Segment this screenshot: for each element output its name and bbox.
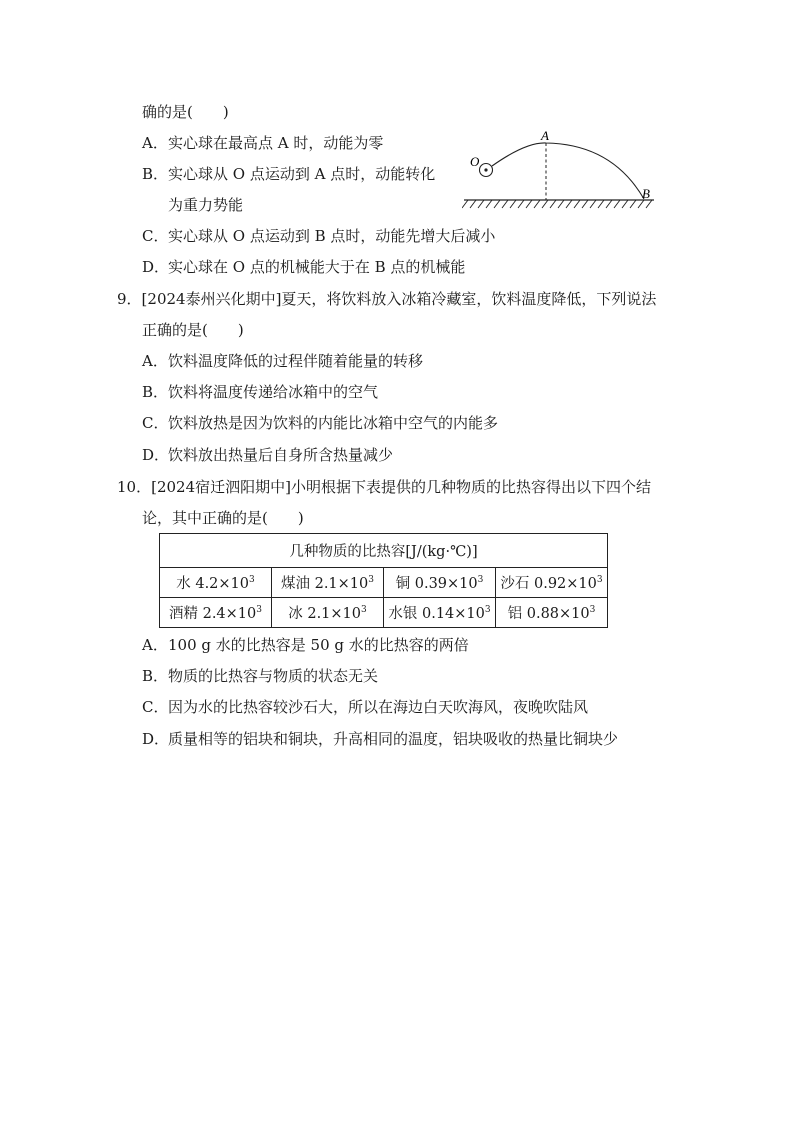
q9-option-a xyxy=(142,351,423,371)
q9-stem-line1: 9．[2024泰州兴化期中]夏天，将饮料放入冰箱冷藏室，饮料温度降低，下列说法 xyxy=(117,290,657,308)
option-text: 质量相等的铝块和铜块，升高相同的温度，铝块吸收的热量比铜块少 xyxy=(168,730,619,748)
option-text: 实心球从 O 点运动到 A 点时，动能转化 xyxy=(168,165,436,183)
q10-stem-line2: 论，其中正确的是( ) xyxy=(142,509,304,527)
table-cell: 酒精 $2.4\times 10^3$ xyxy=(160,598,272,628)
q8-option-d xyxy=(142,257,465,277)
q10-option-b xyxy=(142,666,378,686)
option-label: C． xyxy=(142,698,169,716)
table-cell: 水 $4.2\times 10^3$ xyxy=(160,568,272,598)
option-label: B． xyxy=(142,165,169,183)
option-text: 实心球从 O 点运动到 B 点时，动能先增大后减小 xyxy=(168,227,496,245)
q10-option-d xyxy=(142,729,618,749)
ball-center-dot xyxy=(484,168,487,171)
option-label: C． xyxy=(142,227,169,245)
ground-hatching xyxy=(462,200,652,208)
option-text: 因为水的比热容较沙石大，所以在海边白天吹海风，夜晚吹陆风 xyxy=(168,698,589,716)
option-text: 物质的比热容与物质的状态无关 xyxy=(168,667,379,685)
table-cell: 水银 $0.14\times 10^3$ xyxy=(384,598,496,628)
option-text: 实心球在 O 点的机械能大于在 B 点的机械能 xyxy=(168,258,466,276)
table-row xyxy=(160,598,608,628)
q10-option-a xyxy=(142,635,469,655)
label-o: O xyxy=(470,154,480,169)
q8-stem-tail: 确的是( ) xyxy=(142,103,229,121)
label-b: B xyxy=(642,186,650,201)
q9-option-b xyxy=(142,382,378,402)
specific-heat-table xyxy=(159,533,608,628)
trajectory-curve xyxy=(492,143,644,199)
q8-option-b-cont xyxy=(142,195,243,215)
q8-trajectory-figure xyxy=(462,128,662,216)
option-text: 饮料放出热量后自身所含热量减少 xyxy=(168,446,394,464)
option-text: 饮料将温度传递给冰箱中的空气 xyxy=(168,383,379,401)
q9-option-d xyxy=(142,445,393,465)
table-cell: 铜 $0.39\times 10^3$ xyxy=(384,568,496,598)
option-text: 为重力势能 xyxy=(168,196,244,214)
table-cell: 煤油 $2.1\times 10^3$ xyxy=(272,568,384,598)
option-label: A． xyxy=(142,134,168,152)
q10-stem-line1: 10．[2024宿迁泗阳期中]小明根据下表提供的几种物质的比热容得出以下四个结 xyxy=(117,478,651,496)
label-a: A xyxy=(541,128,549,143)
q9-stem-line2: 正确的是( ) xyxy=(142,321,244,339)
q8-option-c xyxy=(142,226,495,246)
option-label: B． xyxy=(142,667,169,685)
option-label: C． xyxy=(142,414,169,432)
option-text: 饮料放热是因为饮料的内能比冰箱中空气的内能多 xyxy=(168,414,499,432)
table-cell: 沙石 $0.92\times 10^3$ xyxy=(496,568,608,598)
q8-option-b xyxy=(142,164,435,184)
table-cell: 铝 $0.88\times 10^3$ xyxy=(496,598,608,628)
table-header: 几种物质的比热容[J/(kg·℃)] xyxy=(160,534,608,568)
option-text: 饮料温度降低的过程伴随着能量的转移 xyxy=(168,352,424,370)
q9-option-c xyxy=(142,413,498,433)
table-cell: 冰 $2.1\times 10^3$ xyxy=(272,598,384,628)
option-label: D． xyxy=(142,730,170,748)
option-label: A． xyxy=(142,636,168,654)
option-label: D． xyxy=(142,258,170,276)
q8-option-a xyxy=(142,133,383,153)
q10-option-c xyxy=(142,697,588,717)
option-text: 100 g 水的比热容是 50 g 水的比热容的两倍 xyxy=(168,636,469,654)
option-label: D． xyxy=(142,446,170,464)
table-row xyxy=(160,568,608,598)
option-label: A． xyxy=(142,352,168,370)
option-text: 实心球在最高点 A 时，动能为零 xyxy=(168,134,384,152)
option-label: B． xyxy=(142,383,169,401)
